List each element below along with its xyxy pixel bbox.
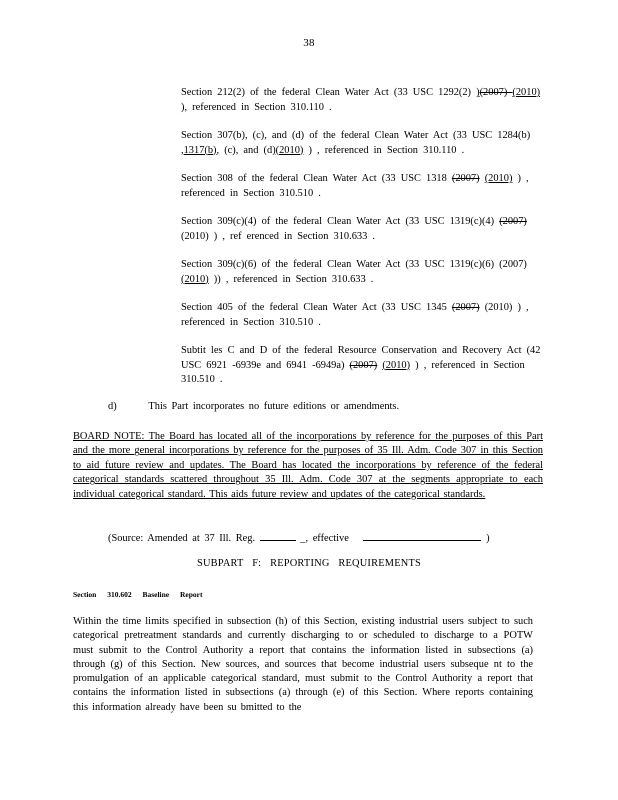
reference-inserted-text: (2010) (275, 144, 304, 156)
reference-text: Section 308 of the federal Clean Water Act (33 USC 1318 (181, 173, 452, 184)
source-effective-date-blank (363, 530, 481, 541)
reference-inserted-text: (2010) (181, 273, 209, 285)
paragraph-d-letter: d) (108, 401, 117, 412)
reference-item (181, 301, 541, 330)
reference-item (181, 86, 541, 115)
reference-text: (c), and (d) (219, 144, 276, 156)
reference-deleted-text: (2007) (499, 216, 527, 227)
reference-deleted-text: (2007) (349, 359, 378, 371)
reference-text: Section 405 of the federal Clean Water Act (33 USC 1345 (181, 302, 452, 313)
reference-deleted-text: (2007) (451, 302, 480, 313)
reference-text: Section 307(b), (c), and (d) of the federal Clean Water Act (33 USC 1284(b) , (181, 130, 531, 156)
section-body-text: Within the time limits specified in subsection (h) of this Section, existing industrial users subject to such categorical pretreatment standards and currently discharging to or scheduled to discharge to a POTW must submit to the Control Authority a report that contains the information listed in subsections (a) through (g) of this Section. New sources, and sources that become industrial users subseque nt to the promulgation of an applicable categorical standard, must submit to the Control Authority a report that contains the information listed in subsections (a) through (e) of this Section. Where reports containing this information already have been su bmitted to the (73, 616, 533, 713)
reference-item (181, 215, 541, 244)
reference-text: )) , referenced in Section 310.633 . (208, 273, 374, 285)
reference-text: Section 212(2) of the federal Clean Water Act (33 USC 1292(2) (181, 87, 477, 98)
reference-item (181, 258, 541, 287)
paragraph-d (108, 401, 528, 412)
board-note: BOARD NOTE: The Board has located all of the incorporations by reference for the purposes of this Part and the more general incorporations by reference for the purposes of 35 Ill. Adm. Code 307 in this Section to aid future review and updates. The Board has located the incorporations by reference of the federal categorical standards scattered throughout 35 Ill. Adm. Code 307 at the segments appropriate to each individual categorical standard. This aids future review and updates of the categorical standards. (73, 431, 543, 500)
reference-inserted-text: (2010) (484, 173, 513, 184)
source-note (108, 530, 528, 544)
reference-item (181, 344, 541, 388)
reference-inserted-text: (2010) (512, 87, 541, 98)
paragraph-d-text: This Part incorporates no future editions or amendments. (148, 401, 400, 412)
reference-text: (2010) ) , ref erenced in Section 310.633 . (181, 230, 375, 242)
reference-text: (2010) ) , referenced in Section 310.510 . (181, 302, 529, 328)
reference-text: ) , referenced in Section 310.510 . (181, 359, 525, 385)
source-prefix: (Source: Amended at 37 Ill. Reg. (108, 533, 256, 544)
reference-text: ) , referenced in Section 310.110 . (303, 144, 465, 156)
reference-inserted-text: (2010) (382, 359, 411, 371)
reference-item (181, 172, 541, 201)
reference-deleted-text: (2007) (451, 173, 480, 184)
federal-references-list (181, 86, 541, 402)
reference-text: Subtit les C and D of the federal Resource Conservation and Recovery Act (42 USC 6921 -6939e and 6941 -6949a) (181, 345, 541, 371)
reference-text: Section 309(c)(6) of the federal Clean Water Act (33 USC 1319(c)(6) (2007) (181, 259, 527, 270)
reference-deleted-text: (2007) (479, 87, 513, 98)
reference-item (181, 129, 541, 158)
reference-text: ), referenced in Section 310.110 . (181, 101, 332, 113)
subpart-heading: SUBPART F: REPORTING REQUIREMENTS (197, 558, 421, 569)
page-number: 38 (303, 37, 315, 49)
reference-inserted-text: 1317(b), (183, 144, 220, 156)
source-middle: _, effective (300, 533, 349, 544)
source-suffix: ) (486, 533, 490, 544)
source-register-blank (260, 530, 296, 541)
reference-text: ) , referenced in Section 310.510 . (181, 173, 529, 199)
reference-text: Section 309(c)(4) of the federal Clean Water Act (33 USC 1319(c)(4) (181, 216, 500, 227)
reference-inserted-text: ) (476, 87, 480, 98)
section-heading: Section 310.602 Baseline Report (73, 590, 203, 599)
